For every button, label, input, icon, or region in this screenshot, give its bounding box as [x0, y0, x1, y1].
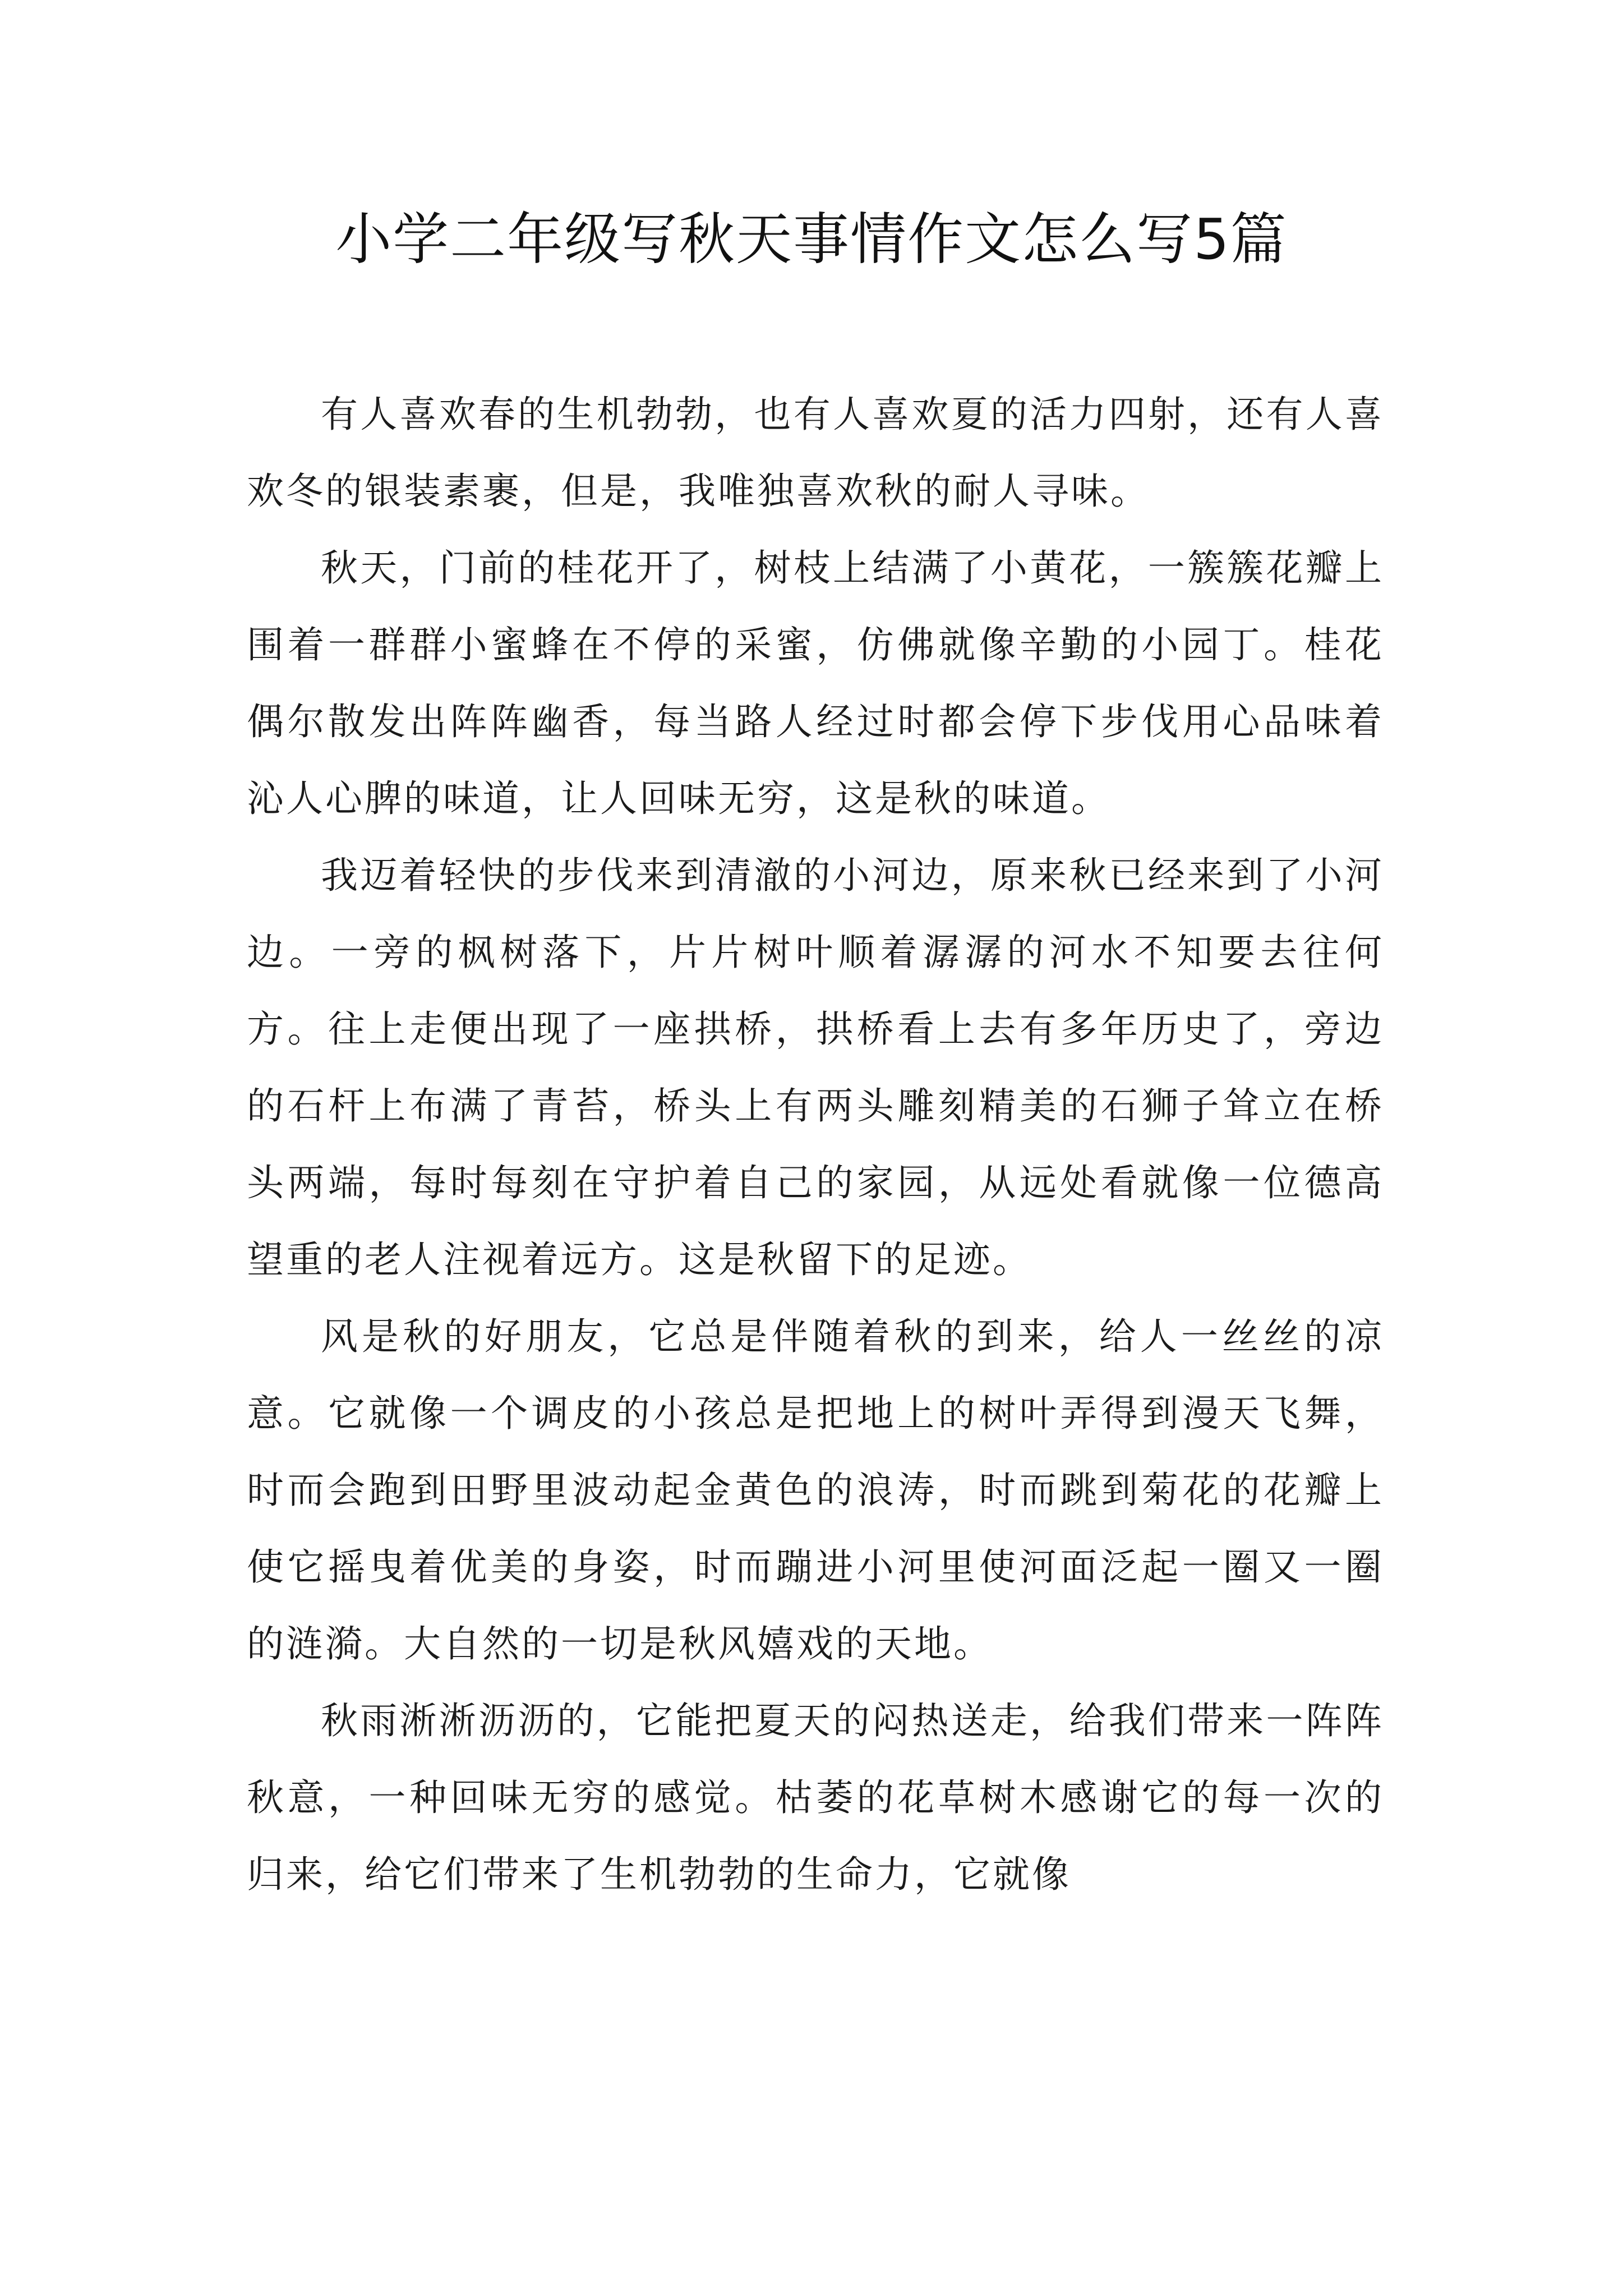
paragraph-3: 我迈着轻快的步伐来到清澈的小河边，原来秋已经来到了小河边。一旁的枫树落下，片片树叶顺着潺潺的河水不知要去往何方。往上走便出现了一座拱桥，拱桥看上去有多年历史了，旁边的石杆上布满了青苔，桥头上有两头雕刻精美的石狮子耸立在桥头两端，每时每刻在守护着自己的家园，从远处看就像一位德高望重的老人注视着远方。这是秋留下的足迹。 [247, 854, 1384, 1281]
document-title: 小学二年级写秋天事情作文怎么写5篇 [335, 206, 1288, 272]
paragraph-5: 秋雨淅淅沥沥的，它能把夏天的闷热送走，给我们带来一阵阵秋意，一种回味无穷的感觉。枯萎的花草树木感谢它的每一次的归来，给它们带来了生机勃勃的生命力，它就像 [247, 1699, 1384, 1896]
paragraph-2: 秋天，门前的桂花开了，树枝上结满了小黄花，一簇簇花瓣上围着一群群小蜜蜂在不停的采蜜，仿佛就像辛勤的小园丁。桂花偶尔散发出阵阵幽香，每当路人经过时都会停下步伐用心品味着沁人心脾的味道，让人回味无穷，这是秋的味道。 [247, 546, 1384, 820]
paragraph-1: 有人喜欢春的生机勃勃，也有人喜欢夏的活力四射，还有人喜欢冬的银装素裹，但是，我唯独喜欢秋的耐人寻味。 [247, 393, 1384, 513]
document-body [247, 376, 1384, 1913]
paragraph-4: 风是秋的好朋友，它总是伴随着秋的到来，给人一丝丝的凉意。它就像一个调皮的小孩总是把地上的树叶弄得到漫天飞舞，时而会跑到田野里波动起金黄色的浪涛，时而跳到菊花的花瓣上使它摇曳着优美的身姿，时而蹦进小河里使河面泛起一圈又一圈的涟漪。大自然的一切是秋风嬉戏的天地。 [247, 1315, 1384, 1665]
